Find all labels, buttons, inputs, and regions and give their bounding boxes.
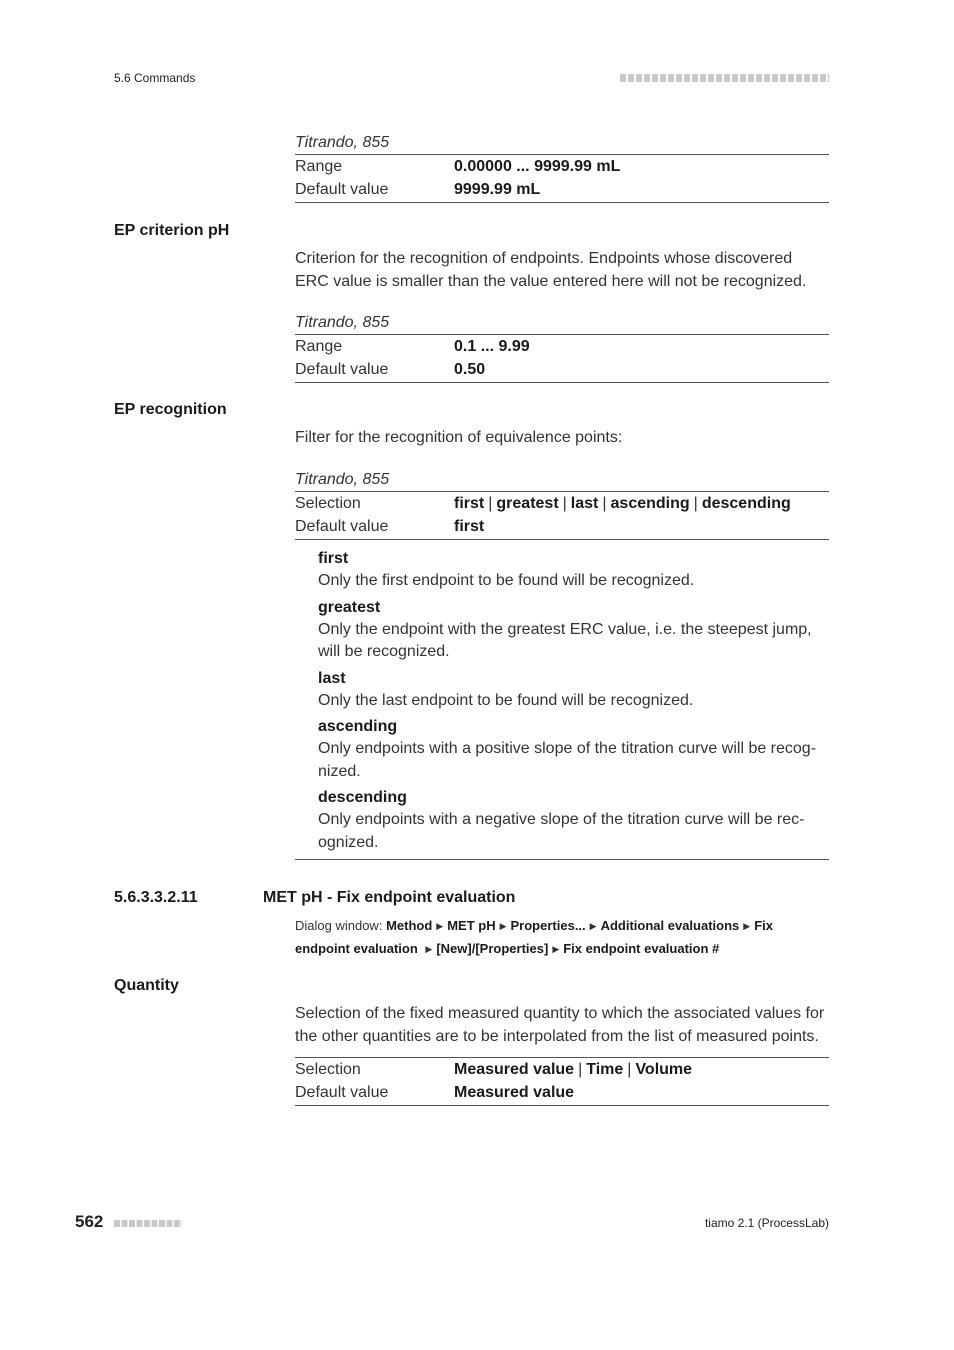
table-row: Default value 9999.99 mL (295, 180, 541, 198)
table-row: Selection first | greatest | last | ascending | descending (295, 493, 829, 516)
quantity-description: Selection of the fixed measured quantity to which the associated values for the other quantities are to be interpolated from the list of measured points. (295, 1005, 825, 1045)
section-heading-quantity: Quantity (114, 977, 179, 994)
table-caption: Titrando, 855 (295, 471, 390, 488)
triangle-right-icon: ▶ (499, 921, 507, 931)
range-table-1 (295, 132, 829, 203)
table-row: Default value 0.50 (295, 360, 486, 378)
table-row: Range 0.1 ... 9.99 (295, 338, 530, 355)
table-row: Selection Measured value | Time | Volume (295, 1059, 829, 1082)
running-header: 5.6 Commands (114, 71, 196, 85)
definition-item: first Only the first endpoint to be found will be recognized. (318, 550, 695, 589)
selection-table (295, 469, 829, 540)
triangle-right-icon: ▶ (552, 944, 560, 954)
definition-item: last Only the last endpoint to be found will be recognized. (318, 669, 694, 709)
subsection-title: MET pH - Fix endpoint evaluation (263, 889, 516, 906)
header-decoration (620, 74, 829, 82)
table-row: Default value Measured value (295, 1083, 575, 1101)
section-heading-ep-recognition: EP recognition (114, 401, 227, 418)
triangle-right-icon: ▶ (436, 921, 444, 931)
table-caption: Titrando, 855 (295, 314, 390, 331)
definition-item: descending Only endpoints with a negative slope of the titration curve will be rec-ognized. (318, 789, 805, 851)
triangle-right-icon: ▶ (425, 944, 433, 954)
page-number: 562 (75, 1212, 104, 1231)
range-table-2 (295, 312, 829, 383)
ep-recognition-description: Filter for the recognition of equivalence points: (295, 429, 623, 446)
definition-item: ascending Only endpoints with a positive slope of the titration curve will be recog-nized. (318, 718, 817, 780)
dialog-window-path: Dialog window: Method ▶ MET pH ▶ Properties... ▶ Additional evaluations ▶ Fix endpoint evaluation ▶ [New]/[Properties] ▶ Fix endpoint evaluation # (295, 918, 773, 956)
footer-decoration (114, 1220, 182, 1227)
ep-criterion-description: Criterion for the recognition of endpoints. Endpoints whose discovered ERC value is smaller than the value entered here will not be recognized. (295, 250, 807, 290)
selection-options: first | greatest | last | ascending | descending (454, 495, 791, 512)
subsection-number: 5.6.3.3.2.11 (114, 889, 198, 906)
selection-options: Measured value | Time | Volume (454, 1061, 693, 1078)
triangle-right-icon: ▶ (589, 921, 597, 931)
product-name: tiamo 2.1 (ProcessLab) (704, 1216, 829, 1230)
table-row: Range 0.00000 ... 9999.99 mL (295, 158, 621, 175)
definition-item: greatest Only the endpoint with the greatest ERC value, i.e. the steepest jump, will be recognized. (318, 598, 812, 660)
quantity-table (295, 1057, 829, 1106)
triangle-right-icon: ▶ (743, 921, 751, 931)
section-heading-ep-criterion: EP criterion pH (114, 222, 230, 239)
table-caption: Titrando, 855 (295, 134, 390, 151)
option-definitions (295, 548, 829, 860)
table-row: Default value first (295, 517, 485, 535)
